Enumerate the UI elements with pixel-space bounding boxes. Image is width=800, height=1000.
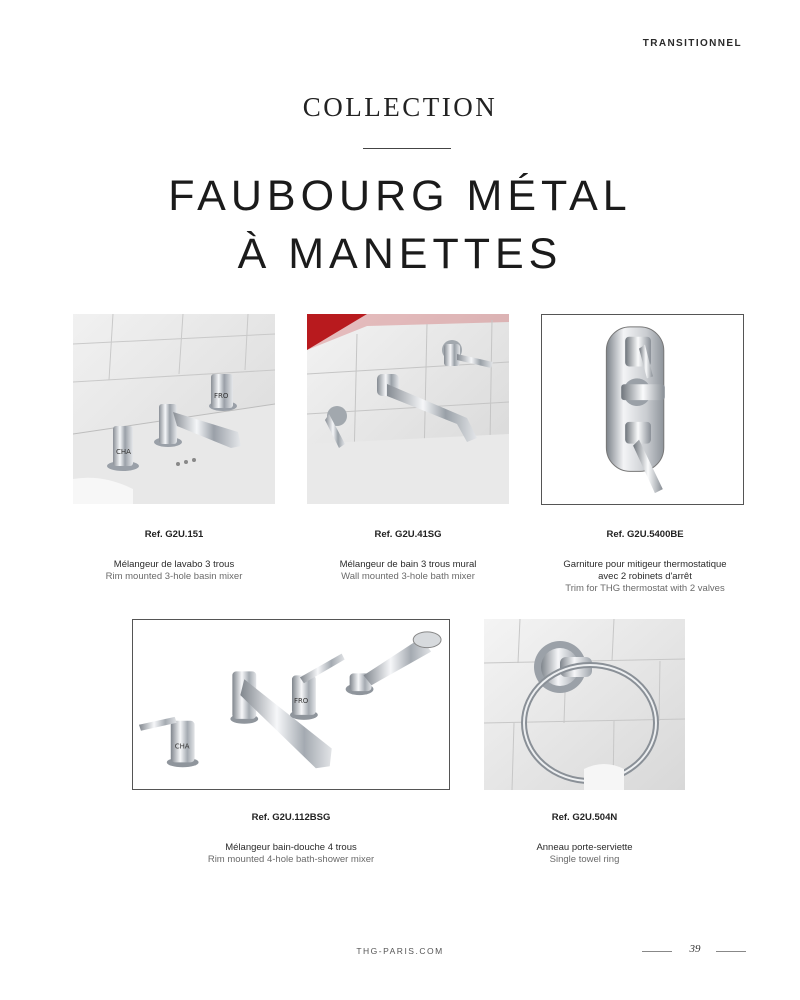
engraving-froid-1: FRO <box>214 392 229 400</box>
product-caption-1 <box>60 529 288 583</box>
product-ref: Ref. G2U.112BSG <box>251 812 331 823</box>
product-photo-towel-ring <box>484 619 685 790</box>
footer-rule-left <box>642 951 672 952</box>
product-name-fr: Anneau porte-serviette <box>536 842 633 853</box>
page-title-line-2: À MANETTES <box>237 230 563 278</box>
product-name-en: Rim mounted 4-hole bath-shower mixer <box>207 854 375 865</box>
product-ref: Ref. G2U.504N <box>551 812 618 823</box>
product-name-fr: Mélangeur de lavabo 3 trous <box>113 559 235 570</box>
footer-rule-right <box>716 951 746 952</box>
collection-label: COLLECTION <box>302 92 498 122</box>
page-title-line-1: FAUBOURG MÉTAL <box>168 172 632 220</box>
product-photo-wall-bath-mixer <box>307 314 509 504</box>
product-caption-2 <box>296 529 520 583</box>
product-caption-3 <box>520 529 770 595</box>
engraving-chaud-2: CHA <box>174 742 190 751</box>
title-divider <box>363 148 451 149</box>
page-number: 39 <box>689 943 701 955</box>
product-photo-thermostat-trim <box>541 314 744 505</box>
product-photo-bath-shower-mixer <box>132 619 450 790</box>
product-name-en: Single towel ring <box>549 854 620 865</box>
product-name-fr: Mélangeur de bain 3 trous mural <box>339 559 477 570</box>
product-caption-5 <box>484 812 685 866</box>
product-ref: Ref. G2U.151 <box>144 529 204 540</box>
product-ref: Ref. G2U.41SG <box>374 529 442 540</box>
footer-site: THG-PARIS.COM <box>356 946 444 956</box>
engraving-froid-2: FRO <box>293 697 309 706</box>
product-name-fr-line-2: avec 2 robinets d'arrêt <box>598 571 692 582</box>
product-ref: Ref. G2U.5400BE <box>606 529 684 540</box>
product-photo-basin-mixer <box>73 314 275 504</box>
section-tag: TRANSITIONNEL <box>642 38 742 49</box>
engraving-chaud-1: CHA <box>116 448 131 456</box>
product-name-fr: Mélangeur bain-douche 4 trous <box>225 842 357 853</box>
product-name-en: Trim for THG thermostat with 2 valves <box>565 583 725 594</box>
product-name-en: Rim mounted 3-hole basin mixer <box>105 571 243 582</box>
product-name-en: Wall mounted 3-hole bath mixer <box>341 571 475 582</box>
product-name-fr-line-1: Garniture pour mitigeur thermostatique <box>563 559 727 570</box>
product-caption-4 <box>160 812 422 866</box>
